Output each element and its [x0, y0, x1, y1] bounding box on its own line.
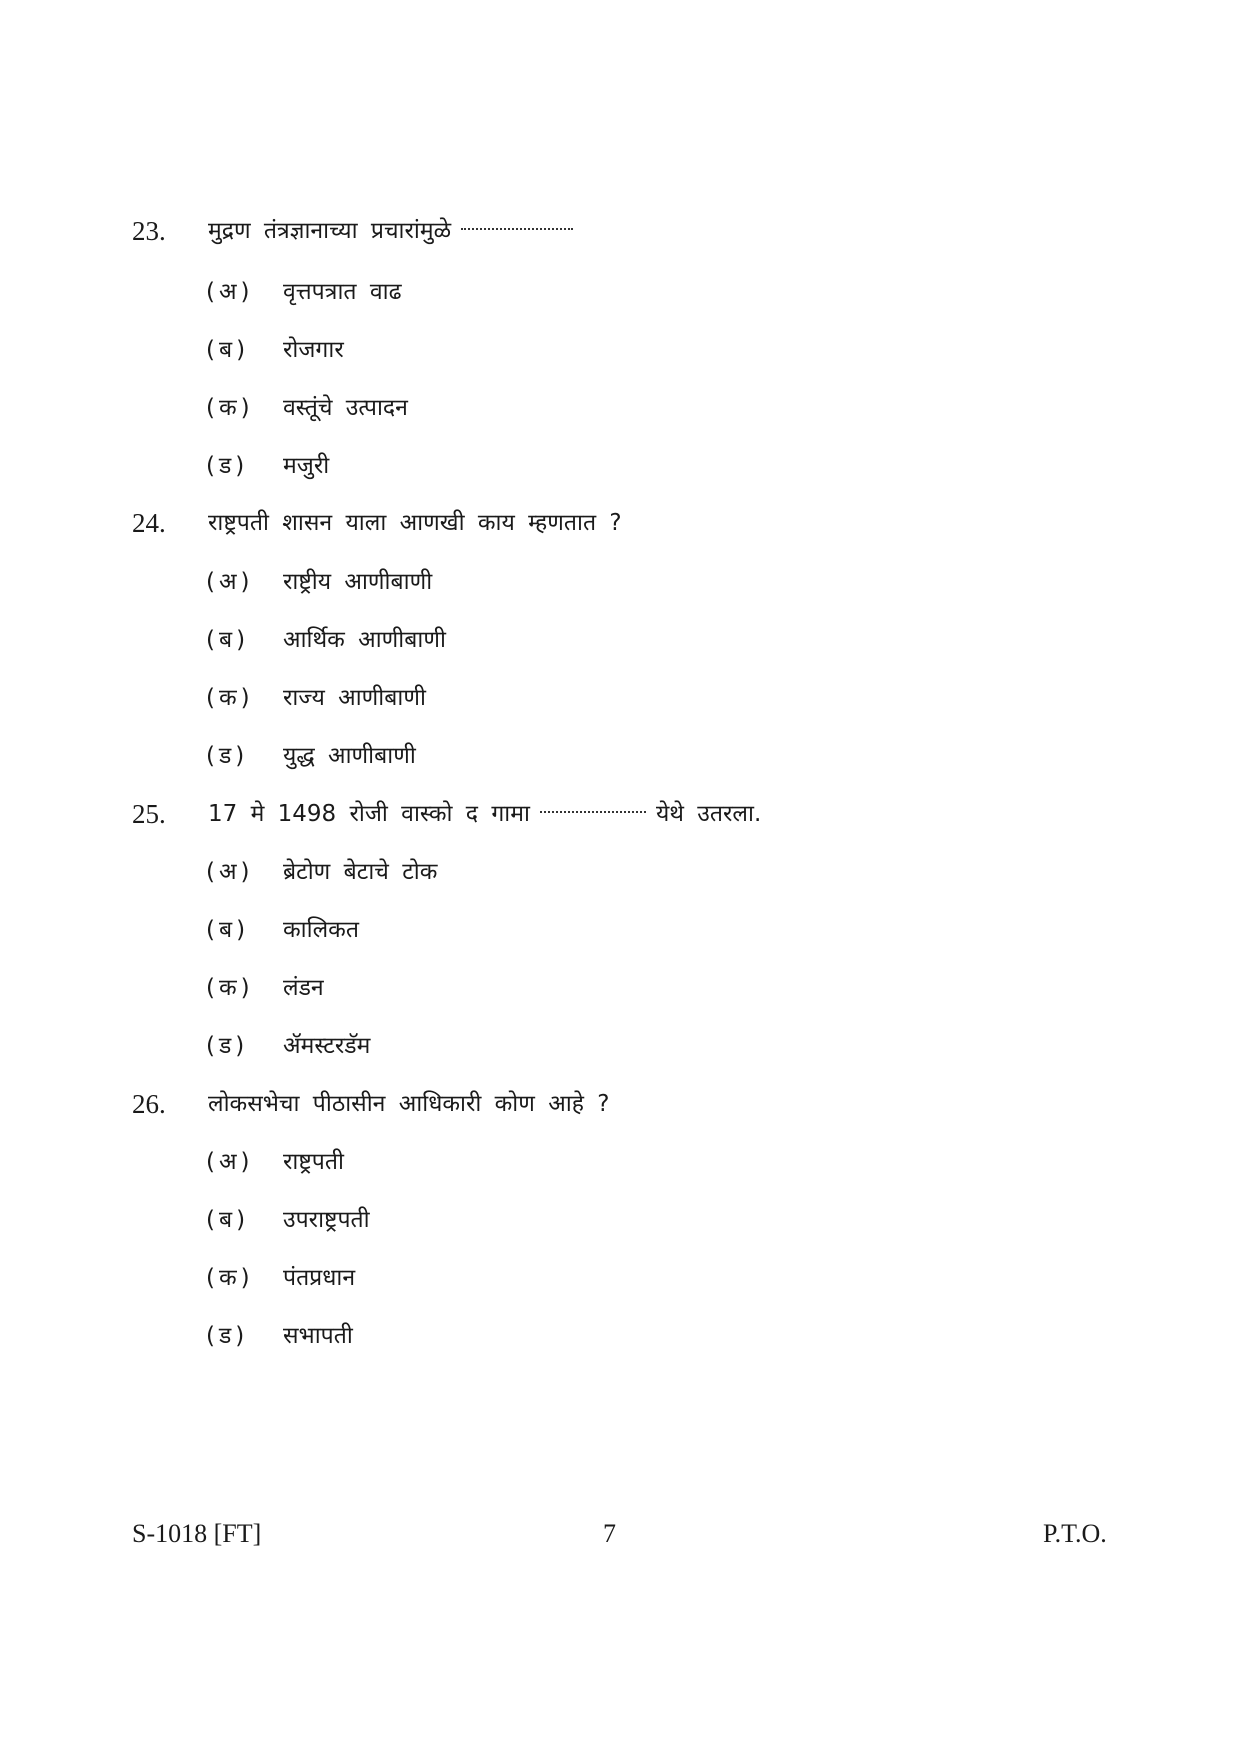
question-text	[208, 794, 761, 834]
option-text: राष्ट्रीय आणीबाणी	[283, 569, 433, 595]
option-label: (क)	[206, 685, 254, 711]
pto-label: P.T.O.	[1043, 1519, 1107, 1548]
option-label: (क)	[206, 1265, 254, 1291]
option-label: (अ)	[206, 1149, 254, 1175]
paper-code: S-1018 [FT]	[132, 1519, 262, 1548]
question-text-main: मुद्रण तंत्रज्ञानाच्या प्रचारांमुळे	[208, 218, 452, 244]
option-24-c	[0, 678, 1240, 718]
question-text-after: येथे उतरला.	[655, 801, 762, 827]
page-number: 7	[603, 1519, 616, 1548]
option-24-a	[0, 562, 1240, 602]
question-text	[208, 211, 583, 251]
option-text: रोजगार	[283, 337, 344, 363]
option-25-a	[0, 852, 1240, 892]
option-26-d	[0, 1316, 1240, 1356]
question-24	[0, 503, 1240, 543]
option-23-a	[0, 272, 1240, 312]
question-number: 26.	[132, 1089, 166, 1119]
option-label: (क)	[206, 975, 254, 1001]
option-text: राज्य आणीबाणी	[283, 685, 426, 711]
option-text: मजुरी	[283, 453, 330, 479]
question-number: 24.	[132, 508, 166, 538]
option-24-d	[0, 736, 1240, 776]
option-text: ॲमस्टरडॅम	[283, 1033, 371, 1059]
option-text: वस्तूंचे उत्पादन	[283, 395, 408, 421]
option-label: (अ)	[206, 279, 254, 305]
question-number: 23.	[132, 216, 166, 246]
option-label: (ब)	[206, 627, 250, 653]
option-label: (अ)	[206, 859, 254, 885]
option-25-d	[0, 1026, 1240, 1066]
option-label: (ब)	[206, 1207, 250, 1233]
option-23-c	[0, 388, 1240, 428]
option-text: कालिकत	[283, 917, 359, 943]
question-text: राष्ट्रपती शासन याला आणखी काय म्हणतात ?	[208, 510, 622, 536]
option-26-a	[0, 1142, 1240, 1182]
option-label: (ड)	[206, 453, 249, 479]
option-label: (ब)	[206, 337, 250, 363]
option-label: (क)	[206, 395, 254, 421]
option-text: ब्रेटोण बेटाचे टोक	[283, 859, 438, 885]
question-text: लोकसभेचा पीठासीन आधिकारी कोण आहे ?	[208, 1091, 610, 1117]
option-text: राष्ट्रपती	[283, 1149, 344, 1175]
option-label: (अ)	[206, 569, 254, 595]
question-number: 25.	[132, 799, 166, 829]
question-26	[0, 1084, 1240, 1124]
option-23-d	[0, 446, 1240, 486]
option-26-b	[0, 1200, 1240, 1240]
option-25-c	[0, 968, 1240, 1008]
option-text: आर्थिक आणीबाणी	[283, 627, 446, 653]
blank-fill-line	[461, 228, 573, 230]
option-25-b	[0, 910, 1240, 950]
option-label: (ड)	[206, 1033, 249, 1059]
question-25	[0, 794, 1240, 834]
option-label: (ब)	[206, 917, 250, 943]
option-text: पंतप्रधान	[283, 1265, 356, 1291]
question-23	[0, 211, 1240, 251]
option-label: (ड)	[206, 1323, 249, 1349]
option-text: वृत्तपत्रात वाढ	[283, 279, 402, 305]
question-text-main: 17 मे 1498 रोजी वास्को द गामा	[208, 801, 530, 827]
option-26-c	[0, 1258, 1240, 1298]
option-text: युद्ध आणीबाणी	[283, 743, 416, 769]
option-text: लंडन	[283, 975, 324, 1001]
option-label: (ड)	[206, 743, 249, 769]
option-24-b	[0, 620, 1240, 660]
option-text: उपराष्ट्रपती	[283, 1207, 370, 1233]
option-23-b	[0, 330, 1240, 370]
blank-fill-line	[540, 811, 646, 813]
option-text: सभापती	[283, 1323, 353, 1349]
